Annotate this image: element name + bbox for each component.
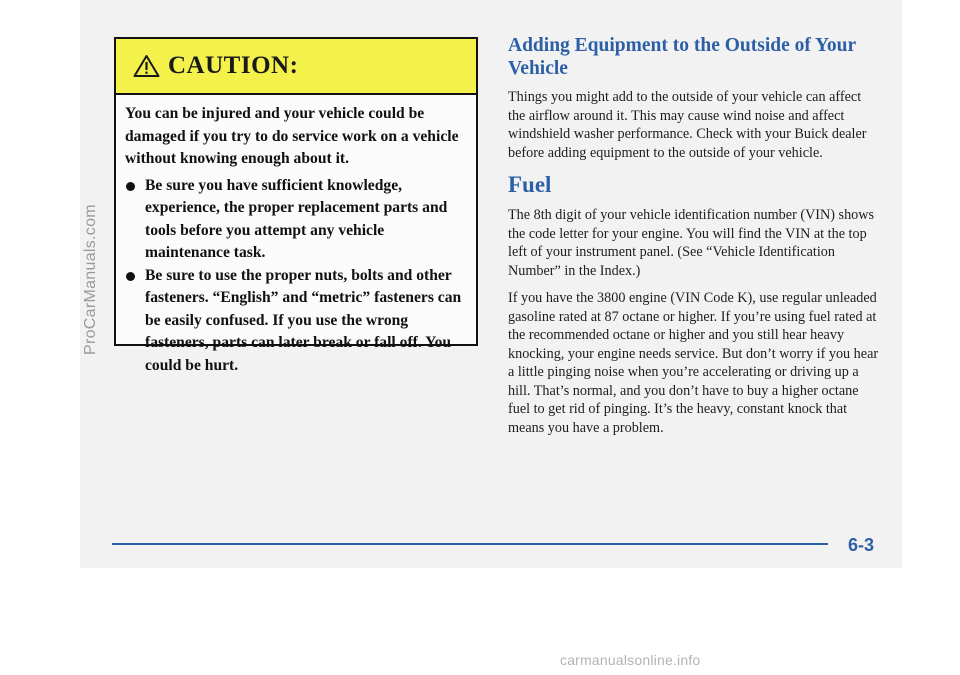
bullet-icon xyxy=(126,182,135,191)
right-column xyxy=(508,34,880,446)
footer-rule xyxy=(112,543,828,545)
caution-header xyxy=(116,39,476,95)
fuel-paragraph-octane: If you have the 3800 engine (VIN Code K), use regular unleaded gasoline rated at 87 octane or higher. If you’re using fuel rated at the recommended octane or higher and you still hear heavy knocking, your engine needs service. But don’t worry if you hear a little pinging noise when you’re accelerating or driving up a hill. That’s normal, and you don’t have to buy a higher octane fuel to get rid of pinging. It’s the heavy, constant knock that means you have a problem. xyxy=(508,290,879,436)
page-number: 6-3 xyxy=(848,535,875,555)
caution-bullet-item xyxy=(125,175,462,265)
watermark-bottom: carmanualsonline.info xyxy=(560,652,701,668)
bullet-icon xyxy=(126,272,135,281)
section-heading-fuel: Fuel xyxy=(508,172,552,197)
caution-body xyxy=(116,95,476,377)
caution-intro: You can be injured and your vehicle could be damaged if you try to do service work on a vehicle without knowing enough about it. xyxy=(125,105,459,167)
caution-bullet-text: Be sure you have sufficient knowledge, experience, the proper replacement parts and tools before you attempt any vehicle maintenance task. xyxy=(145,176,448,261)
caution-box xyxy=(114,37,478,374)
caution-bullet-item xyxy=(125,265,462,378)
caution-title: CAUTION: xyxy=(168,52,299,79)
caution-list xyxy=(125,175,462,378)
adding-equipment-paragraph: Things you might add to the outside of your vehicle can affect the airflow around it. This may cause wind noise and affect windshield washer performance. Check with your Buick dealer before adding equipment to the outside of your vehicle. xyxy=(508,89,867,161)
warning-triangle-icon xyxy=(133,54,160,78)
fuel-paragraph-vin: The 8th digit of your vehicle identification number (VIN) shows the code letter for your engine. You will find the VIN at the top left of your instrument panel. (See “Vehicle Identification Number” in the Index.) xyxy=(508,207,875,279)
caution-bullet-text: Be sure to use the proper nuts, bolts and other fasteners. “English” and “metric” fasteners can be easily confused. If you use the wrong fasteners, parts can later break or fall off. You could be hurt. xyxy=(145,266,462,374)
watermark-left: ProCarManuals.com xyxy=(82,204,99,355)
section-heading-adding-equipment: Adding Equipment to the Outside of Your Vehicle xyxy=(508,35,856,79)
